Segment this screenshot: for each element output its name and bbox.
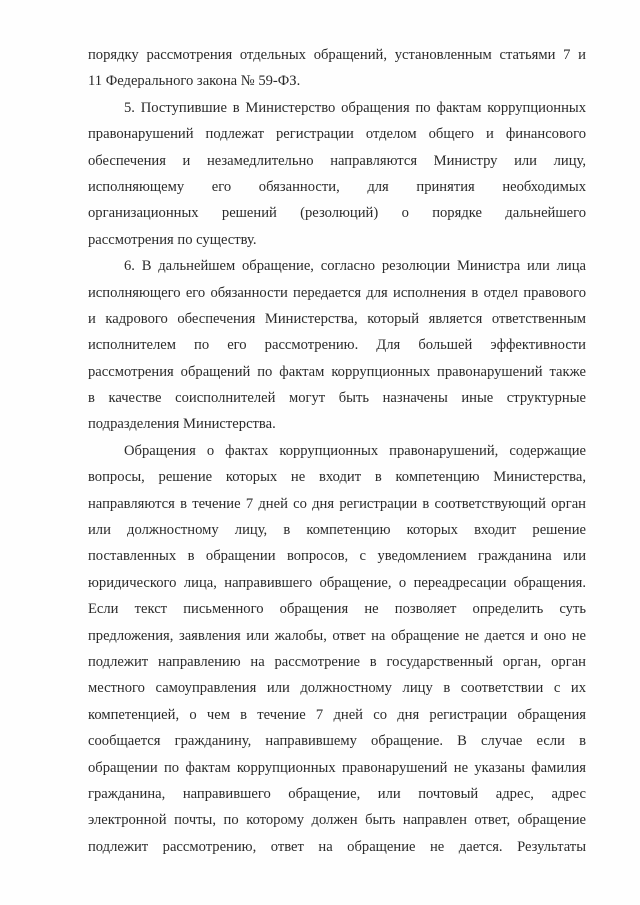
text-line: подлежит направлению на рассмотрение в государственный орган, орган <box>88 653 586 670</box>
text-line: рассмотрения обращений по фактам коррупционных правонарушений также <box>88 363 586 380</box>
text-line: организационных решений (резолюций) о порядке дальнейшего <box>88 205 586 222</box>
text-line: электронной почты, по которому должен быть направлен ответ, обращение <box>88 812 586 829</box>
text-line: рассмотрения по существу. <box>88 231 257 248</box>
document-body <box>88 42 586 860</box>
text-line: обращении по фактам коррупционных правонарушений не указаны фамилия <box>88 759 586 776</box>
text-line: местного самоуправления или должностному лицу в соответствии с их <box>88 680 586 697</box>
paragraph-appeals-first-line: Обращения о фактах коррупционных правонарушений, содержащие <box>124 442 586 459</box>
text-line: в качестве соисполнителей могут быть назначены иные структурные <box>88 390 586 407</box>
text-line: правонарушений подлежат регистрации отделом общего и финансового <box>88 126 586 143</box>
text-line: гражданина, направившего обращение, или почтовый адрес, адрес <box>88 785 586 802</box>
text-line: вопросы, решение которых не входит в компетенцию Министерства, <box>88 469 586 486</box>
text-line: подлежит рассмотрению, ответ на обращение не дается. Результаты <box>88 838 586 855</box>
text-line: юридического лица, направившего обращение, о переадресации обращения. <box>88 574 586 591</box>
text-line: исполняющему его обязанности, для принятия необходимых <box>88 178 586 195</box>
text-line: предложения, заявления или жалобы, ответ на обращение не дается и оно не <box>88 627 586 644</box>
text-line: сообщается гражданину, направившему обращение. В случае если в <box>88 733 586 750</box>
paragraph-5-first-line: 5. Поступившие в Министерство обращения по фактам коррупционных <box>124 99 586 116</box>
text-line: исполнителем по его рассмотрению. Для большей эффективности <box>88 337 586 354</box>
text-line: или должностному лицу, в компетенцию которых входит решение <box>88 522 586 539</box>
text-line: 11 Федерального закона № 59-ФЗ. <box>88 73 301 90</box>
text-line: компетенцией, о чем в течение 7 дней со дня регистрации обращения <box>88 706 586 723</box>
text-line: и кадрового обеспечения Министерства, который является ответственным <box>88 310 586 327</box>
text-line: направляются в течение 7 дней со дня регистрации в соответствующий орган <box>88 495 586 512</box>
text-line: обеспечения и незамедлительно направляются Министру или лицу, <box>88 152 586 169</box>
text-line: исполняющего его обязанности передается для исполнения в отдел правового <box>88 284 586 301</box>
paragraph-6-first-line: 6. В дальнейшем обращение, согласно резолюции Министра или лица <box>124 258 586 275</box>
text-line: Если текст письменного обращения не позволяет определить суть <box>88 601 586 618</box>
text-line: поставленных в обращении вопросов, с уведомлением гражданина или <box>88 548 586 565</box>
text-line: подразделения Министерства. <box>88 416 276 433</box>
text-line: порядку рассмотрения отдельных обращений, установленным статьями 7 и <box>88 47 586 63</box>
